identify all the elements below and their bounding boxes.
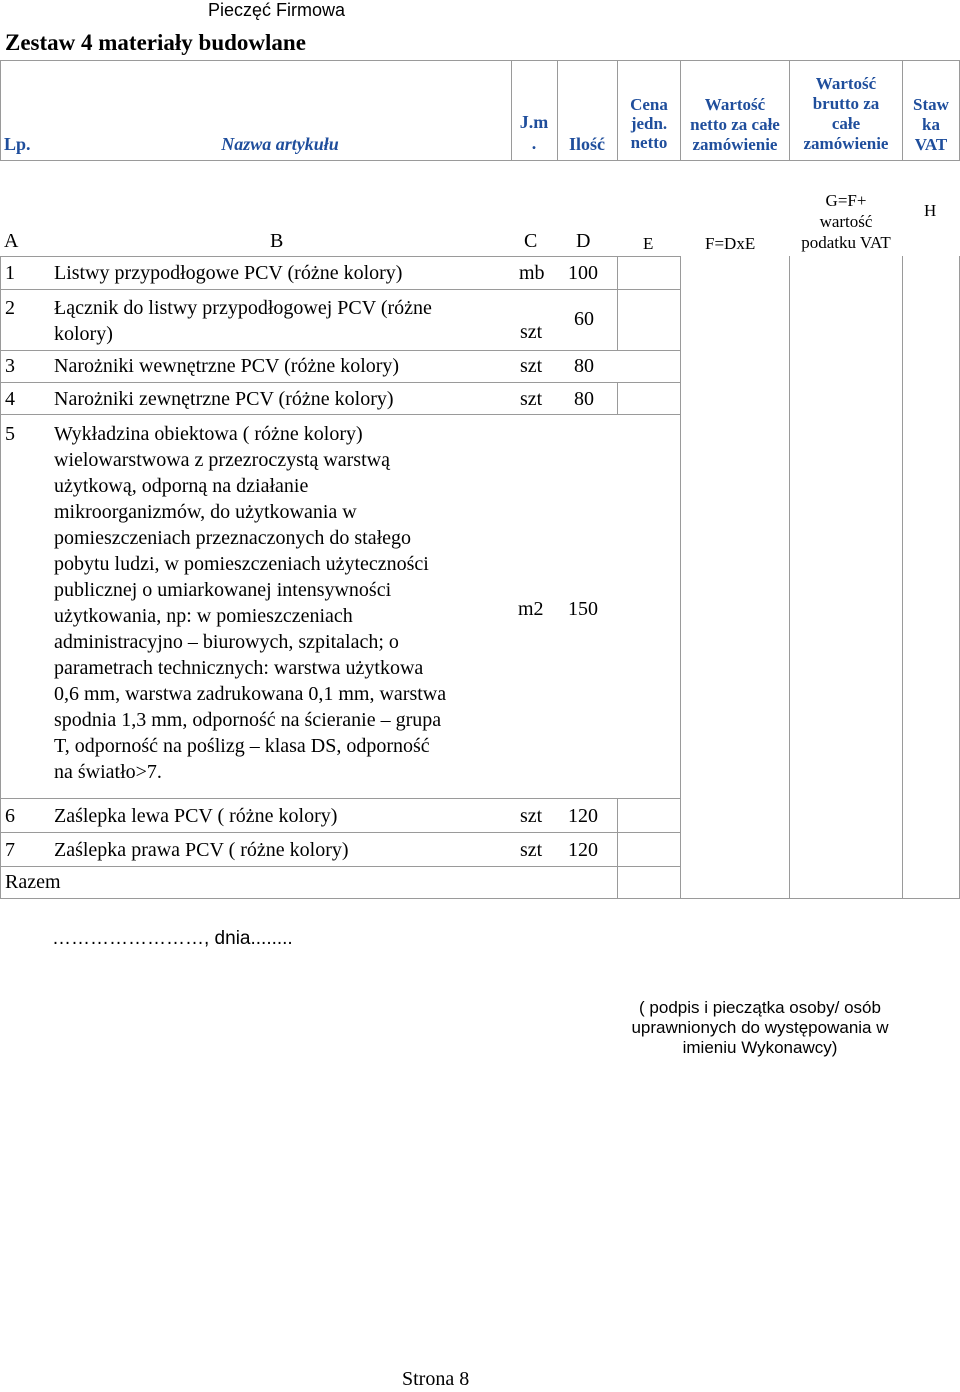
page-number: Strona 8 — [402, 1368, 470, 1390]
col-header-qty: Ilość — [569, 134, 605, 154]
total-row-label: Razem — [5, 871, 61, 893]
row-6-qty: 120 — [568, 805, 598, 827]
place-date-line: ……………………, dnia........ — [52, 928, 293, 949]
signature-caption: ( podpis i pieczątka osoby/ osób uprawnionych do występowania w imieniu Wykonawcy) — [631, 998, 889, 1057]
col-header-unit: J.m . — [519, 112, 549, 153]
row-4-name: Narożniki zewnętrzne PCV (różne kolory) — [54, 388, 394, 410]
row-2-lp: 2 — [5, 297, 15, 319]
row-2-unit: szt — [520, 321, 543, 343]
row-1-lp: 1 — [5, 262, 15, 284]
row-6-lp: 6 — [5, 805, 15, 827]
row-2-name: Łącznik do listwy przypodłogowej PCV (różne kolory) — [54, 297, 432, 345]
document-title: Zestaw 4 materiały budowlane — [5, 30, 306, 55]
row-7-unit: szt — [520, 839, 543, 861]
row-7-lp: 7 — [5, 839, 15, 861]
col-header-lp: Lp. — [4, 134, 31, 154]
row-7-qty: 120 — [568, 839, 598, 861]
col-header-name: Nazwa artykułu — [221, 134, 339, 154]
col-header-gross-total: Wartość brutto za całe zamówienie — [803, 74, 889, 153]
row-5-name: Wykładzina obiektowa ( różne kolory) wielowarstwowa z przezroczystą warstwą użytkową, odporną na działanie mikroorganizmów, do użytkowania w pomieszczeniach przeznaczonych do stałego pobytu ludzi, w pomieszczeniach użyteczności publicznej o umiarkowanej intensywności użytkowania, np: w pomieszczeniach administracyjno – biurowych, szpitalach; o parametrach technicznych: warstwa użytkowa 0,6 mm, warstwa zadrukowana 0,1 mm, warstwa spodnia 1,3 mm, odporność na ścieranie – grupa T, odporność na poślizg – klasa DS, odporność na światło>7. — [54, 423, 447, 783]
col-letter-a: A — [4, 230, 19, 252]
col-letter-b: B — [270, 230, 284, 252]
row-7-name: Zaślepka prawa PCV ( różne kolory) — [54, 839, 349, 861]
col-header-net-total: Wartość netto za całe zamówienie — [690, 95, 780, 154]
col-letter-c: C — [524, 230, 538, 252]
row-1-name: Listwy przypodłogowe PCV (różne kolory) — [54, 262, 403, 284]
col-letter-e: E — [643, 234, 654, 253]
row-3-qty: 80 — [574, 355, 594, 377]
row-3-unit: szt — [520, 355, 543, 377]
col-header-vat-rate: Staw ka VAT — [913, 95, 949, 154]
row-4-qty: 80 — [574, 388, 594, 410]
row-2-qty: 60 — [574, 308, 594, 330]
col-letter-g: G=F+ wartość podatku VAT — [801, 191, 891, 252]
row-5-qty: 150 — [568, 598, 598, 620]
row-5-unit: m2 — [518, 598, 544, 620]
col-letter-d: D — [576, 230, 591, 252]
row-6-name: Zaślepka lewa PCV ( różne kolory) — [54, 805, 338, 827]
company-stamp-label: Pieczęć Firmowa — [208, 0, 346, 20]
row-1-qty: 100 — [568, 262, 598, 284]
col-letter-f: F=DxE — [705, 234, 756, 253]
col-header-unit-price: Cena jedn. netto — [630, 95, 668, 152]
row-3-name: Narożniki wewnętrzne PCV (różne kolory) — [54, 355, 400, 377]
col-letter-h: H — [924, 201, 937, 220]
row-1-unit: mb — [519, 262, 545, 284]
row-3-lp: 3 — [5, 355, 15, 377]
row-5-lp: 5 — [5, 423, 15, 445]
row-4-lp: 4 — [5, 388, 15, 410]
row-6-unit: szt — [520, 805, 543, 827]
row-4-unit: szt — [520, 388, 543, 410]
